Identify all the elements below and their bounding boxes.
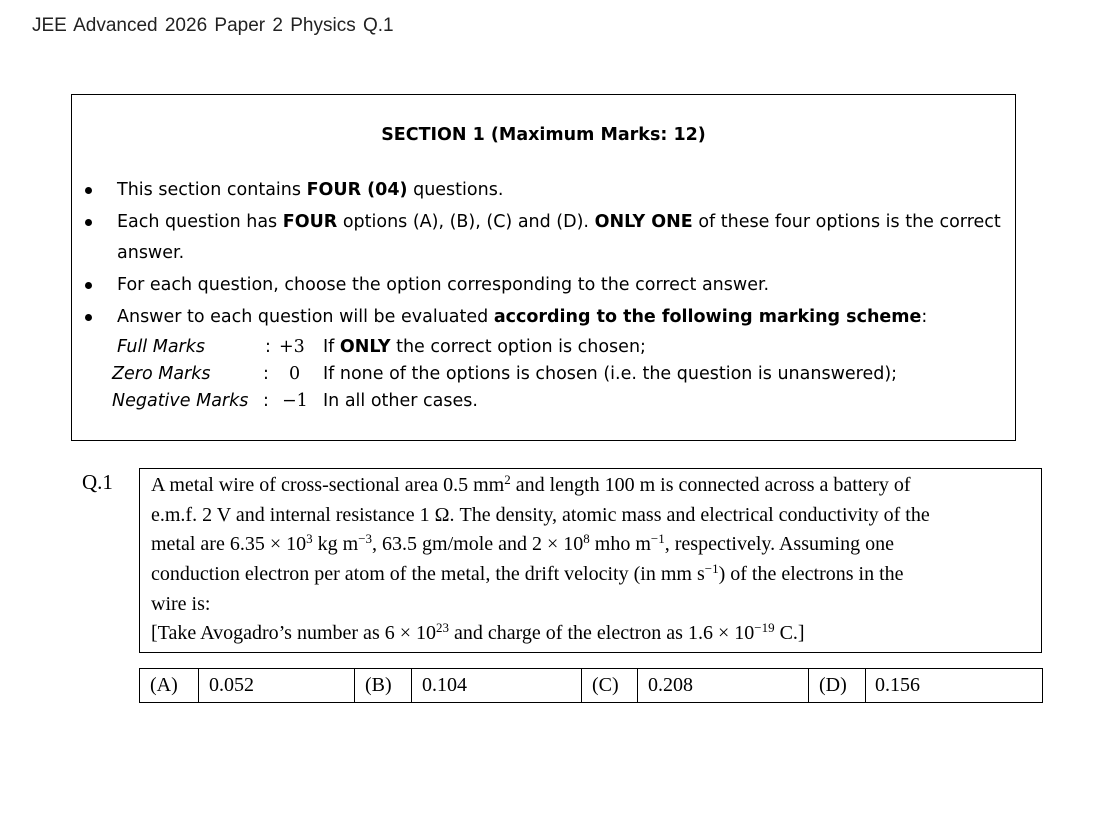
bullet-icon [85,314,92,321]
question-line: A metal wire of cross-sectional area 0.5 $mm^2$ and length 100 m is connected across a battery of [151,472,911,496]
full-marks-value: +3 [279,337,305,357]
bullet-icon [85,219,92,226]
divider [637,669,638,702]
divider [354,669,355,702]
negative-marks-value: −1 [282,391,308,411]
question-line: wire is: [151,593,211,615]
page-header: JEE Advanced 2026 Paper 2 Physics Q.1 [32,15,394,36]
question-line: [Take Avogadro’s number as $6 \times 10^{23}$ and charge of the electron as $1.6 \times 10^{-19}$ C.] [151,620,805,644]
negative-marks-label: Negative Marks [112,391,249,411]
zero-marks-value: 0 [289,364,301,384]
bullet-icon [85,187,92,194]
question-number: Q.1 [82,470,113,494]
option-d-label[interactable]: (D) [819,674,847,696]
instructions-box: SECTION 1 (Maximum Marks: 12) This section contains FOUR (04) questions. Each question has FOUR options (A), (B), (C) and (D). ONLY ONE of these four options is the correct answer. For each question, choose the option corresponding to the correct answer. Answer to each question will be evaluated according to the following marking scheme: Full Marks : +3 If ONLY the correct option is chosen; Zero Marks : 0 If none of the options is chosen (i.e. the question is unanswered); Negative Marks : −1 In all other cases. [71,94,1016,441]
divider [198,669,199,702]
divider [411,669,412,702]
section-title: SECTION 1 (Maximum Marks: 12) [381,125,706,145]
option-a-value[interactable]: 0.052 [209,674,254,696]
option-a-label[interactable]: (A) [150,674,178,696]
option-b-value[interactable]: 0.104 [422,674,467,696]
divider [808,669,809,702]
divider [865,669,866,702]
options-table [139,668,1043,703]
option-c-value[interactable]: 0.208 [648,674,693,696]
divider [581,669,582,702]
zero-marks-label: Zero Marks [112,364,211,384]
question-line: metal are $6.35 \times 10^3$ kg $m^{-3}$, 63.5 gm/mole and $2 \times 10^8$ mho $m^{-1}$, respectively. Assuming one [151,531,894,555]
question-line: conduction electron per atom of the metal, the drift velocity (in mm $s^{-1}$) of the electrons in the [151,561,904,585]
option-c-label[interactable]: (C) [592,674,619,696]
question-text-box [139,468,1042,653]
option-b-label[interactable]: (B) [365,674,392,696]
option-d-value[interactable]: 0.156 [875,674,920,696]
full-marks-label: Full Marks [117,337,206,357]
bullet-icon [85,282,92,289]
question-line: e.m.f. 2 V and internal resistance 1 Ω. The density, atomic mass and electrical conductivity of the [151,504,930,526]
